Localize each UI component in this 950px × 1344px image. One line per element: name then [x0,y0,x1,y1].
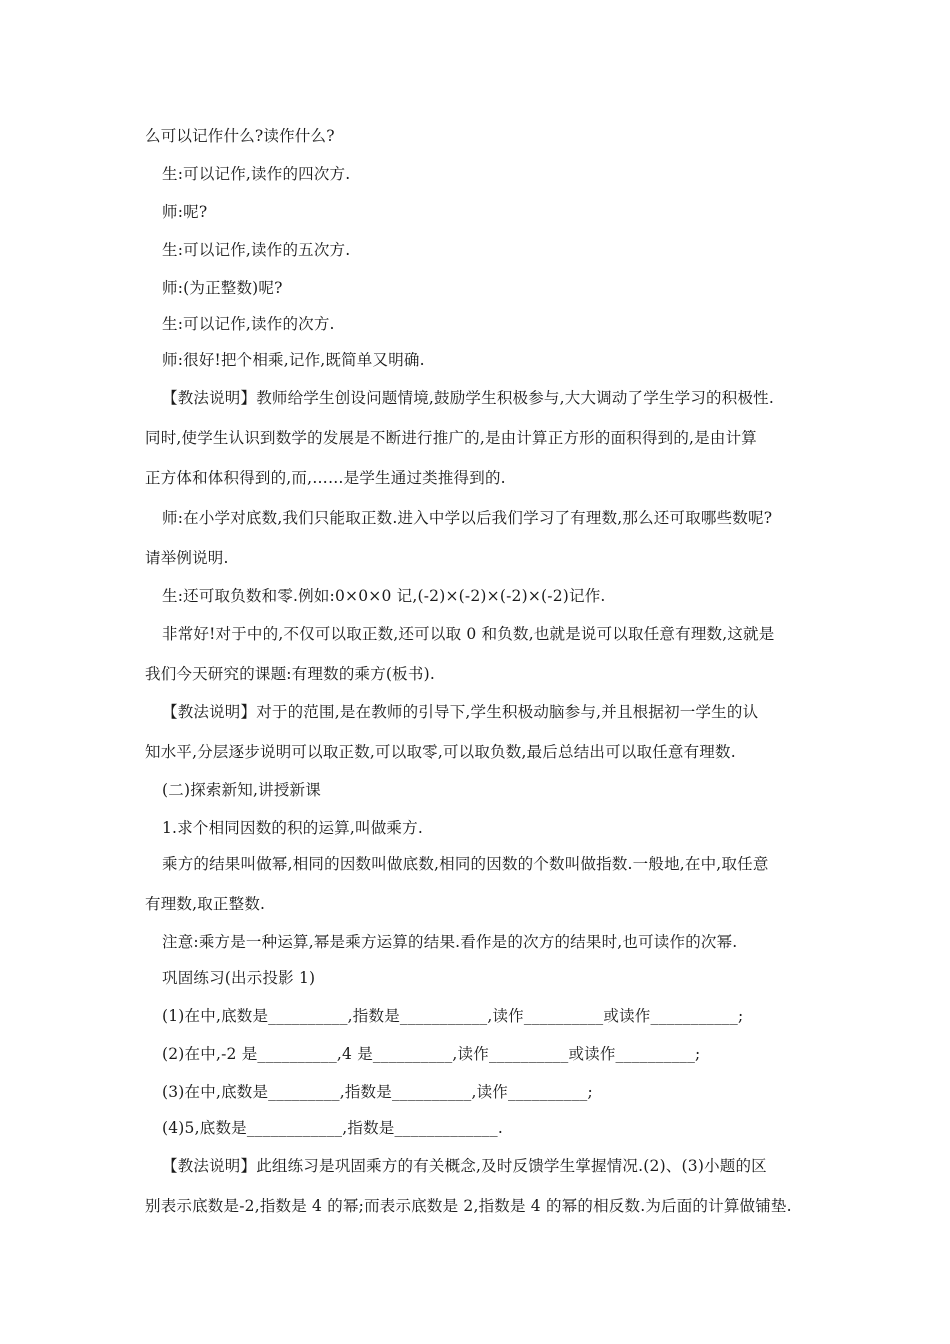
exercise-item: (1)在中,底数是__________,指数是___________,读作__________或读作___________; [162,1007,744,1025]
text-line: 1.求个相同因数的积的运算,叫做乘方. [162,819,423,837]
teaching-note: 【教法说明】此组练习是巩固乘方的有关概念,及时反馈学生掌握情况.(2)、(3)小题的区 [162,1157,767,1175]
exercise-item: (2)在中,-2 是__________,4 是__________,读作__________或读作__________; [162,1045,701,1063]
exercise-item: (3)在中,底数是_________,指数是__________,读作__________; [162,1083,593,1101]
exercise-item: (4)5,底数是____________,指数是_____________. [162,1119,503,1137]
text-line: 注意:乘方是一种运算,幂是乘方运算的结果.看作是的次方的结果时,也可读作的次幂. [162,933,738,951]
text-line: 师:很好!把个相乘,记作,既简单又明确. [162,351,425,369]
text-line: 生:还可取负数和零.例如:0×0×0 记,(-2)×(-2)×(-2)×(-2)记作. [162,587,606,605]
text-line: 生:可以记作,读作的五次方. [162,241,351,259]
text-line: 师:在小学对底数,我们只能取正数.进入中学以后我们学习了有理数,那么还可取哪些数呢? [162,509,773,527]
text-line: 知水平,分层逐步说明可以取正数,可以取零,可以取负数,最后总结出可以取任意有理数. [145,743,736,761]
text-line: 同时,使学生认识到数学的发展是不断进行推广的,是由计算正方形的面积得到的,是由计算 [145,429,757,447]
text-line: 非常好!对于中的,不仅可以取正数,还可以取 0 和负数,也就是说可以取任意有理数,这就是 [162,625,775,643]
text-line: 别表示底数是-2,指数是 4 的幂;而表示底数是 2,指数是 4 的幂的相反数.为后面的计算做铺垫. [145,1197,792,1215]
text-line: 生:可以记作,读作的四次方. [162,165,351,183]
text-line: 师:(为正整数)呢? [162,279,283,297]
text-line: 么可以记作什么?读作什么? [145,127,335,145]
text-line: 我们今天研究的课题:有理数的乘方(板书). [145,665,435,683]
text-line: 正方体和体积得到的,而,……是学生通过类推得到的. [145,469,506,487]
text-line: 乘方的结果叫做幂,相同的因数叫做底数,相同的因数的个数叫做指数.一般地,在中,取任意 [162,855,769,873]
text-line: 生:可以记作,读作的次方. [162,315,335,333]
text-line: 有理数,取正整数. [145,895,266,913]
text-line: 请举例说明. [145,549,229,567]
text-line: 巩固练习(出示投影 1) [162,969,316,987]
teaching-note: 【教法说明】对于的范围,是在教师的引导下,学生积极动脑参与,并且根据初一学生的认 [162,703,759,721]
teaching-note: 【教法说明】教师给学生创设问题情境,鼓励学生积极参与,大大调动了学生学习的积极性. [162,389,774,407]
section-heading: (二)探索新知,讲授新课 [162,781,321,799]
text-line: 师:呢? [162,203,208,221]
